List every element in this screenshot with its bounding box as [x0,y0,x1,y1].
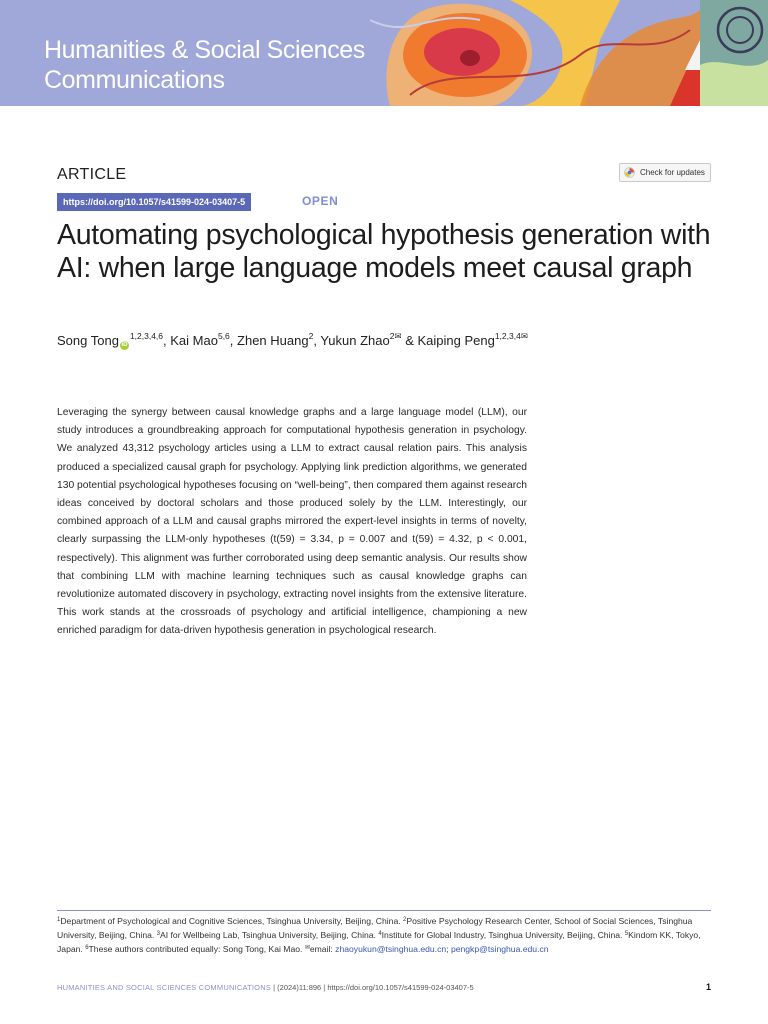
crossmark-icon [624,167,635,178]
article-type-label: ARTICLE [57,166,127,183]
email-icon[interactable]: ✉ [394,331,402,341]
affiliations-footnote: $^1$Department of Psychological and Cognitive Sciences, Tsinghua University, Beijing, China. $^2$Positive Psychology Research Center, School of Social Sciences, Tsinghua University, Beijing, China. $^3$AI for Wellbeing Lab, Tsinghua University, Beijing, China. $^4$Institute for Global Industry, Tsinghua University, Beijing, China. $^5$Kindom KK, Tokyo, Japan. $^6$These authors contributed equally: Song Tong, Kai Mao. ✉email: zhaoyukun@tsinghua.edu.cn; pengkp@tsinghua.edu.cn [57,916,701,954]
author-affiliation-ref: 1,2,3,4,6 [129,331,164,341]
affiliation-text: Positive Psychology Research Center, School of Social Sciences, Tsinghua University, Beijing, China. [57,916,693,940]
email-link[interactable]: pengkp@tsinghua.edu.cn [450,944,549,954]
check-for-updates-label: Check for updates [640,168,705,177]
footnote-divider [57,910,711,911]
footer-journal-name[interactable]: HUMANITIES AND SOCIAL SCIENCES COMMUNICATIONS [57,983,272,992]
banner-artwork [370,0,768,106]
open-access-tag: OPEN [302,194,339,208]
affiliation-text: Department of Psychological and Cognitive Sciences, Tsinghua University, Beijing, China. [60,916,401,926]
email-icon[interactable]: ✉ [520,331,528,341]
author-affiliation-ref: 2 [308,331,314,341]
author-name[interactable]: Zhen Huang [237,333,309,348]
affiliation-text: Kindom KK, Tokyo, Japan. [57,930,701,954]
page-number: 1 [705,982,711,992]
affiliation-text: Institute for Global Industry, Tsinghua University, Beijing, China. [381,930,623,940]
abstract: Leveraging the synergy between causal knowledge graphs and a large language model (LLM), our study introduces a groundbreaking approach for computational hypothesis generation in psychology. We analyzed 43,312 psychology articles using a LLM to extract causal relation pairs. This analysis produced a specialized causal graph for psychology. Applying link prediction algorithms, we generated 130 potential psychological hypotheses focusing on “well-being”, then compared them against research ideas conceived by doctoral scholars and those produced solely by the LLM. Interestingly, our combined approach of a LLM and causal graphs mirrored the expert-level insights in terms of novelty, clearly surpassing the LLM-only hypotheses (t(59) = 3.34, p = 0.007 and t(59) = 4.32, p < 0.001, respectively). This alignment was further corroborated using deep semantic analysis. Our results show that combining LLM with machine learning techniques such as causal knowledge graphs can revolutionize automated discovery in psychology, extracting novel insights from the extensive literature. This work stands at the crossroads of psychology and artificial intelligence, championing a new enriched paradigm for data-driven hypothesis generation in psychological research. [57,407,527,637]
email-link[interactable]: zhaoyukun@tsinghua.edu.cn [335,944,447,954]
check-for-updates-button[interactable] [619,163,711,182]
page-footer [57,983,711,995]
author-name[interactable]: Song Tong [57,333,119,348]
affiliation-text: These authors contributed equally: Song Tong, Kai Mao. [88,944,303,954]
orcid-icon[interactable]: iD [121,342,128,348]
author-affiliation-ref: 2 [389,331,395,341]
doi-link[interactable]: https://doi.org/10.1057/s41599-024-03407-5 [57,193,251,211]
journal-banner [0,0,768,106]
author-name[interactable]: Kai Mao [170,333,218,348]
email-label: email: [309,944,333,954]
author-affiliation-ref: 1,2,3,4 [494,331,521,341]
journal-name-line1: Humanities & Social Sciences [44,36,365,64]
author-name[interactable]: Yukun Zhao [320,333,390,348]
footer-citation: | (2024)11:896 | https://doi.org/10.1057/s41599-024-03407-5 [273,983,474,992]
journal-name-line2: Communications [44,66,225,94]
author-affiliation-ref: 5,6 [217,331,230,341]
author-list: Song Tong iD$^{1,2,3,4,6}$, Kai Mao$^{5,6}$, Zhen Huang$^2$, Yukun Zhao$^{2✉}$ & Kaiping Peng$^{1,2,3,4✉}$ [57,331,528,348]
affiliation-text: AI for Wellbeing Lab, Tsinghua University, Beijing, China. [160,930,376,940]
email-icon: ✉ [304,945,310,951]
author-name[interactable]: Kaiping Peng [417,333,495,348]
article-title: Automating psychological hypothesis generation with AI: when large language models meet causal graph [57,219,711,284]
